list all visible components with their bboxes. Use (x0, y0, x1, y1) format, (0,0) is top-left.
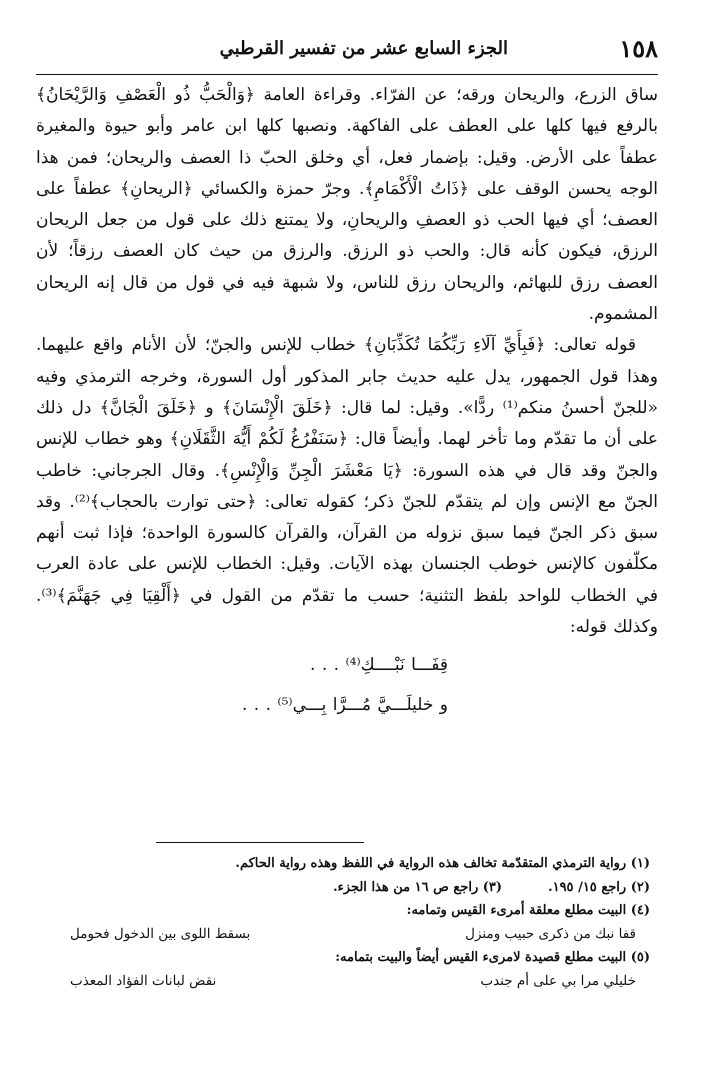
footnote: (١) رواية الترمذي المتقدّمة تخالف هذه الرواية في اللفظ وهذه رواية الحاكم. (235, 856, 650, 871)
footnote-row (40, 876, 650, 900)
footnote: (٤) البيت مطلع معلقة أمرىء القيس وتمامه: (406, 903, 650, 918)
verse-couplet (40, 923, 650, 947)
verse-hemistich: بسقط اللوى بين الدخول فحومل (70, 925, 251, 942)
page-number: ١٥٨ (619, 34, 658, 63)
paragraph: ساق الزرع، والريحان ورقه؛ عن الفرّاء. وقراءة العامة ﴿وَالْحَبُّ ذُو الْعَصْفِ وَالرَّيْحَانُ﴾ بالرفع فيها كلها على العطف على الفاكهة. ونصبها كلها ابن عامر وأبو حيوة والمغيرة عطفاً على الأرض. وقيل: بإضمار فعل، أي وخلق الحبّ ذا العصف والريحان؛ فمن هذا الوجه يحسن الوقف على ﴿ذَاتُ الْأَكْمَامِ﴾. وجرّ حمزة والكسائي ﴿الريحانِ﴾ عطفاً على العصف؛ أي فيها الحب ذو العصفِ والريحانِ، ولا يمتنع ذلك على قول من جعل الريحان الرزق، فيكون كأنه قال: والحب ذو الرزق. والرزق من حيث كان العصف رزقاً؛ لأن العصف رزق للبهائم، والريحان رزق للناس، ولا شبهة فيه في قول من قال إنه الريحان المشموم. (36, 85, 658, 325)
poem-line: و خليلَـــيَّ مُـــرَّا بِـــي⁽⁵⁾ . . . (241, 695, 448, 716)
running-title: الجزء السابع عشر من تفسير القرطبي (219, 38, 508, 59)
verse-hemistich: نقض لبانات الفؤاد المعذب (70, 972, 217, 989)
page-header (36, 34, 658, 75)
verse-hemistich: قفا نبك من ذكرى حبيب ومنزل (465, 925, 636, 942)
footnote: (٣) راجع ص ١٦ من هذا الجزء. (333, 879, 503, 895)
paragraph: قوله تعالى: ﴿فَبِأَيِّ آلَاءِ رَبِّكُمَا تُكَذِّبَانِ﴾ خطاب للإنس والجنّ؛ لأن الأنام واقع عليهما. وهذا قول الجمهور، يدل عليه حديث جابر المذكور أول السورة، وخرجه الترمذي وفيه «للجنّ أحسنُ منكم⁽¹⁾ ردًّا». وقيل: لما قال: ﴿خَلَقَ الْإِنْسَانَ﴾ و ﴿خَلَقَ الْجَانَّ﴾ دل ذلك على أن ما تقدّم وما تأخر لهما. وأيضاً قال: ﴿سَنَفْرُغُ لَكُمْ أَيُّهَ الثَّقَلَانِ﴾ وهو خطاب للإنس والجنّ وقد قال في هذه السورة: ﴿يَا مَعْشَرَ الْجِنِّ وَالْإِنْسِ﴾. وقال الجرجاني: خاطب الجنّ مع الإنس وإن لم يتقدّم للجنّ ذكر؛ كقوله تعالى: ﴿حتى توارت بالحجاب﴾⁽²⁾. وقد سبق ذكر الجنّ فيما سبق نزوله من القرآن، والقرآن كالسورة الواحدة؛ فإذا ثبت أنهم مكلّفون كالإنس خوطب الجنسان بهذه الآيات. وقيل: الخطاب للإنس على عادة العرب في الخطاب للواحد بلفظ التثنية؛ حسب ما تقدّم من القول في ﴿أَلْقِيَا فِي جَهَنَّمَ﴾⁽³⁾. وكذلك قوله: (36, 335, 658, 638)
footnote: (٥) البيت مطلع قصيدة لامرىء القيس أيضاً والبيت بتمامه: (335, 950, 650, 965)
verse-couplet (40, 970, 650, 994)
footnotes (40, 852, 650, 993)
verse-hemistich: خليلي مرا بي على أم جندب (480, 972, 636, 989)
poem-quote (36, 645, 658, 725)
poem-line: قِفَـــا نَبْــــكِ⁽⁴⁾ . . . (310, 655, 448, 676)
footnote-divider (156, 842, 364, 843)
footnote: (٢) راجع ١٥/ ١٩٥. (548, 879, 650, 895)
main-text (36, 80, 658, 725)
